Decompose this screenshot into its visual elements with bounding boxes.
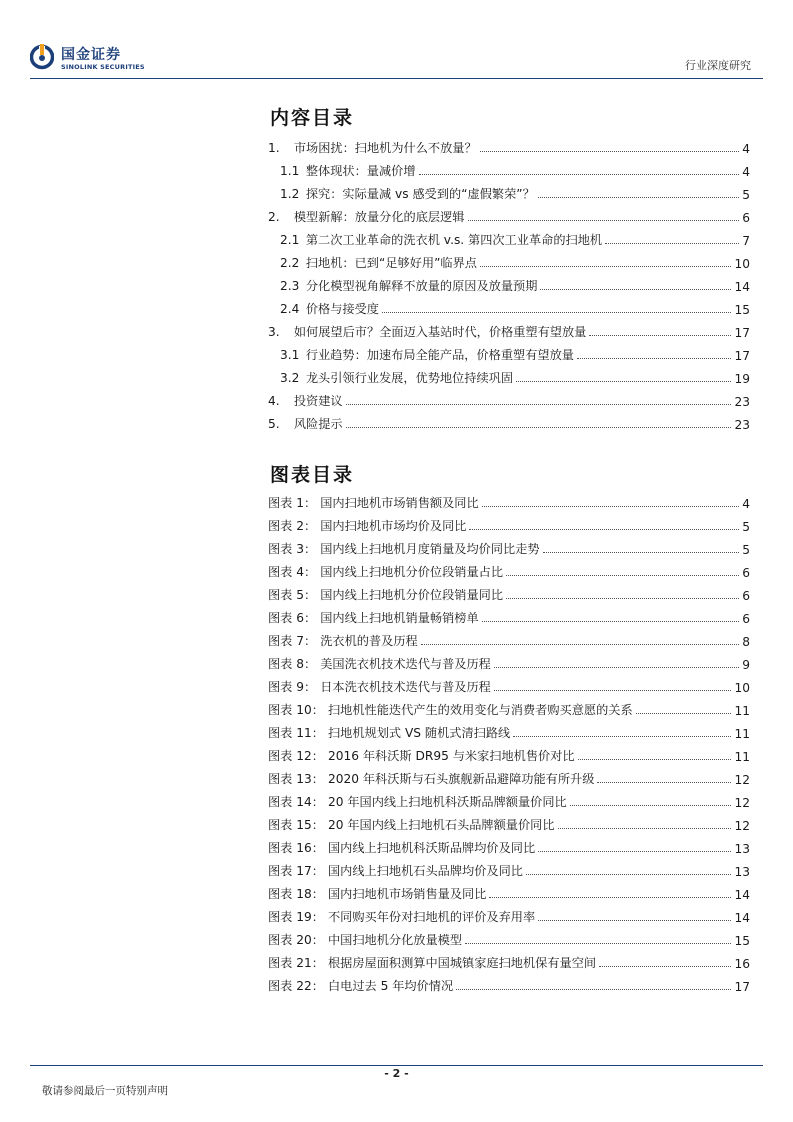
disclaimer-note: 敬请参阅最后一页特别声明 — [42, 1085, 168, 1097]
figure-entry-text: 美国洗衣机技术迭代与普及历程 — [320, 657, 491, 671]
toc-entry-text: 市场困扰：扫地机为什么不放量？ — [293, 141, 477, 155]
figure-entry-label: 图表 11： — [268, 726, 324, 740]
toc-entry-page: 19 — [734, 372, 750, 386]
figure-entry-text: 国内扫地机市场均价及同比 — [320, 519, 467, 533]
toc-entry-number: 2.3 — [280, 279, 300, 293]
figure-toc-entry[interactable] — [268, 695, 750, 718]
page-header — [0, 0, 793, 80]
toc-dot-leader — [382, 312, 731, 313]
figure-toc-entry[interactable] — [268, 488, 750, 511]
figure-entry-label: 图表 19： — [268, 910, 324, 924]
figure-entry-page: 17 — [734, 980, 750, 994]
toc-entry-page: 10 — [734, 257, 750, 271]
figure-entry-title — [268, 540, 540, 557]
toc-entry-title — [280, 369, 513, 386]
toc-dot-leader — [494, 690, 732, 691]
figure-entry-label: 图表 22： — [268, 979, 324, 993]
toc-dot-leader — [468, 220, 740, 221]
figure-entry-label: 图表 13： — [268, 772, 324, 786]
logo-company-name: 国金证券 — [61, 47, 121, 63]
figure-entry-label: 图表 8： — [268, 657, 317, 671]
figure-entry-label: 图表 21： — [268, 956, 324, 970]
toc-entry[interactable] — [268, 294, 750, 317]
figure-toc-entry[interactable] — [268, 741, 750, 764]
figure-toc-entry[interactable] — [268, 511, 750, 534]
figure-entry-label: 图表 20： — [268, 933, 324, 947]
figure-entry-text: 20 年国内线上扫地机石头品牌额量价同比 — [327, 818, 555, 832]
figure-entry-page: 11 — [734, 704, 750, 718]
toc-entry-number: 5. — [268, 417, 280, 431]
toc-entry-page: 14 — [734, 280, 750, 294]
toc-entry-number: 2.1 — [280, 233, 300, 247]
toc-entry-title — [280, 185, 535, 202]
toc-dot-leader — [570, 805, 732, 806]
toc-entry-text: 龙头引领行业发展，优势地位持续巩固 — [305, 371, 514, 385]
toc-dot-leader — [346, 427, 732, 428]
figure-entry-title — [268, 701, 633, 718]
toc-entry-text: 扫地机：已到“足够好用”临界点 — [305, 256, 477, 270]
toc-entry-title — [268, 139, 477, 156]
content-toc-title: 内容目录 — [270, 107, 355, 129]
figure-entry-title — [268, 839, 535, 856]
figure-entry-title — [268, 724, 510, 741]
toc-entry-page: 15 — [734, 303, 750, 317]
toc-entry-number: 1.1 — [280, 164, 300, 178]
figure-toc-entry[interactable] — [268, 534, 750, 557]
toc-entry[interactable] — [268, 317, 750, 340]
figure-entry-text: 20 年国内线上扫地机科沃斯品牌额量价同比 — [327, 795, 567, 809]
figure-entry-page: 12 — [734, 773, 750, 787]
toc-entry-number: 1. — [268, 141, 280, 155]
figure-entry-text: 中国扫地机分化放量模型 — [327, 933, 463, 947]
toc-entry-title — [280, 300, 379, 317]
toc-dot-leader — [513, 736, 731, 737]
figure-entry-title — [268, 862, 523, 879]
figure-entry-text: 国内线上扫地机分价位段销量占比 — [320, 565, 504, 579]
figure-entry-title — [268, 586, 503, 603]
toc-dot-leader — [540, 289, 731, 290]
figure-entry-page: 12 — [734, 819, 750, 833]
figure-entry-text: 扫地机规划式 VS 随机式清扫路线 — [327, 726, 511, 740]
toc-dot-leader — [482, 506, 740, 507]
toc-entry[interactable] — [268, 386, 750, 409]
figure-toc-entry[interactable] — [268, 971, 750, 994]
figure-entry-page: 9 — [742, 658, 750, 672]
toc-entry-text: 探究：实际量减 vs 感受到的“虚假繁荣”？ — [305, 187, 535, 201]
figure-entry-title — [268, 885, 486, 902]
toc-entry-title — [280, 231, 602, 248]
toc-dot-leader — [482, 621, 740, 622]
toc-entry[interactable] — [268, 248, 750, 271]
figure-entry-text: 国内线上扫地机月度销量及均价同比走势 — [320, 542, 540, 556]
toc-dot-leader — [605, 243, 739, 244]
figure-entry-title — [268, 678, 491, 695]
toc-dot-leader — [558, 828, 732, 829]
figure-toc-entry[interactable] — [268, 810, 750, 833]
toc-dot-leader — [421, 644, 740, 645]
toc-dot-leader — [494, 667, 739, 668]
toc-entry-text: 价格与接受度 — [305, 302, 379, 316]
toc-entry-text: 风险提示 — [293, 417, 343, 431]
toc-entry-title — [280, 162, 416, 179]
figure-entry-title — [268, 770, 594, 787]
toc-entry[interactable] — [268, 409, 750, 432]
figure-toc-entry[interactable] — [268, 833, 750, 856]
figure-toc — [268, 488, 750, 994]
figure-entry-label: 图表 3： — [268, 542, 317, 556]
toc-entry[interactable] — [268, 271, 750, 294]
figure-entry-label: 图表 16： — [268, 841, 324, 855]
toc-entry-page: 5 — [742, 188, 750, 202]
figure-entry-label: 图表 17： — [268, 864, 324, 878]
toc-dot-leader — [538, 920, 731, 921]
toc-entry-number: 2.2 — [280, 256, 300, 270]
figure-entry-text: 白电过去 5 年均价情况 — [327, 979, 454, 993]
toc-dot-leader — [346, 404, 732, 405]
toc-entry-page: 23 — [734, 395, 750, 409]
toc-entry-number: 3.1 — [280, 348, 300, 362]
toc-dot-leader — [419, 174, 740, 175]
toc-dot-leader — [489, 897, 731, 898]
figure-entry-text: 2020 年科沃斯与石头旗舰新品避障功能有所升级 — [327, 772, 595, 786]
toc-entry[interactable] — [268, 225, 750, 248]
figure-entry-page: 6 — [742, 589, 750, 603]
figure-entry-text: 2016 年科沃斯 DR95 与米家扫地机售价对比 — [327, 749, 575, 763]
figure-entry-title — [268, 563, 503, 580]
figure-entry-page: 15 — [734, 934, 750, 948]
toc-entry-title — [268, 392, 343, 409]
figure-toc-entry[interactable] — [268, 672, 750, 695]
figure-entry-title — [268, 747, 575, 764]
toc-entry-number: 2.4 — [280, 302, 300, 316]
toc-entry-text: 分化模型视角解释不放量的原因及放量预期 — [305, 279, 538, 293]
toc-entry-text: 模型新解：放量分化的底层逻辑 — [293, 210, 465, 224]
toc-dot-leader — [577, 358, 731, 359]
figure-toc-entry[interactable] — [268, 787, 750, 810]
figure-entry-text: 国内线上扫地机科沃斯品牌均价及同比 — [327, 841, 536, 855]
figure-entry-label: 图表 6： — [268, 611, 317, 625]
toc-dot-leader — [506, 575, 739, 576]
figure-entry-text: 日本洗衣机技术迭代与普及历程 — [320, 680, 491, 694]
figure-entry-page: 10 — [734, 681, 750, 695]
toc-dot-leader — [636, 713, 732, 714]
header-divider — [30, 78, 763, 79]
figure-entry-page: 6 — [742, 566, 750, 580]
figure-entry-label: 图表 12： — [268, 749, 324, 763]
toc-dot-leader — [578, 759, 732, 760]
figure-toc-entry[interactable] — [268, 948, 750, 971]
figure-entry-page: 14 — [734, 911, 750, 925]
figure-entry-title — [268, 517, 466, 534]
toc-entry-title — [268, 415, 343, 432]
figure-toc-entry[interactable] — [268, 925, 750, 948]
toc-entry-text: 整体现状：量减价增 — [305, 164, 416, 178]
toc-dot-leader — [516, 381, 731, 382]
figure-entry-title — [268, 954, 596, 971]
figure-toc-entry[interactable] — [268, 902, 750, 925]
toc-dot-leader — [599, 966, 731, 967]
toc-entry-page: 4 — [742, 165, 750, 179]
figure-entry-page: 5 — [742, 543, 750, 557]
figure-entry-label: 图表 1： — [268, 496, 317, 510]
figure-entry-label: 图表 2： — [268, 519, 317, 533]
figure-entry-title — [268, 793, 567, 810]
toc-entry-title — [280, 277, 537, 294]
figure-entry-page: 13 — [734, 865, 750, 879]
toc-entry-page: 23 — [734, 418, 750, 432]
toc-dot-leader — [597, 782, 731, 783]
toc-entry-page: 17 — [734, 349, 750, 363]
figure-entry-text: 国内线上扫地机销量畅销榜单 — [320, 611, 479, 625]
toc-entry-page: 4 — [742, 142, 750, 156]
toc-entry[interactable] — [268, 133, 750, 156]
sinolink-logo-icon — [30, 44, 54, 70]
figure-toc-entry[interactable] — [268, 580, 750, 603]
toc-entry-number: 1.2 — [280, 187, 300, 201]
figure-entry-page: 11 — [734, 750, 750, 764]
figure-entry-title — [268, 908, 535, 925]
figure-entry-text: 国内线上扫地机分价位段销量同比 — [320, 588, 504, 602]
figure-toc-entry[interactable] — [268, 879, 750, 902]
figure-entry-page: 16 — [734, 957, 750, 971]
logo-company-name-en: SINOLINK SECURITIES — [61, 63, 145, 71]
footer-divider — [30, 1065, 763, 1066]
figure-entry-page: 5 — [742, 520, 750, 534]
toc-entry[interactable] — [268, 340, 750, 363]
toc-entry[interactable] — [268, 202, 750, 225]
figure-entry-title — [268, 632, 418, 649]
figure-entry-label: 图表 7： — [268, 634, 317, 648]
figure-entry-text: 洗衣机的普及历程 — [320, 634, 418, 648]
figure-entry-page: 11 — [734, 727, 750, 741]
figure-toc-title: 图表目录 — [270, 464, 355, 486]
figure-entry-title — [268, 655, 491, 672]
toc-entry-text: 第二次工业革命的洗衣机 v.s. 第四次工业革命的扫地机 — [305, 233, 603, 247]
figure-entry-page: 6 — [742, 612, 750, 626]
toc-dot-leader — [506, 598, 739, 599]
toc-entry-number: 2. — [268, 210, 280, 224]
figure-entry-title — [268, 494, 479, 511]
toc-dot-leader — [526, 874, 732, 875]
figure-toc-entry[interactable] — [268, 718, 750, 741]
page-number: - 2 - — [384, 1067, 409, 1080]
figure-toc-entry[interactable] — [268, 557, 750, 580]
figure-entry-label: 图表 4： — [268, 565, 317, 579]
toc-dot-leader — [469, 529, 739, 530]
document-type: 行业深度研究 — [685, 59, 751, 72]
toc-entry-page: 6 — [742, 211, 750, 225]
figure-entry-text: 扫地机性能迭代产生的效用变化与消费者购买意愿的关系 — [327, 703, 633, 717]
toc-dot-leader — [538, 851, 731, 852]
toc-dot-leader — [465, 943, 731, 944]
toc-entry[interactable] — [268, 156, 750, 179]
figure-entry-text: 国内扫地机市场销售额及同比 — [320, 496, 479, 510]
toc-dot-leader — [456, 989, 731, 990]
toc-dot-leader — [480, 151, 740, 152]
toc-entry-page: 17 — [734, 326, 750, 340]
figure-entry-text: 国内线上扫地机石头品牌均价及同比 — [327, 864, 523, 878]
figure-toc-entry[interactable] — [268, 626, 750, 649]
toc-entry-number: 3. — [268, 325, 280, 339]
figure-entry-label: 图表 10： — [268, 703, 324, 717]
figure-entry-title — [268, 931, 462, 948]
toc-entry-number: 4. — [268, 394, 280, 408]
toc-entry-title — [280, 346, 574, 363]
figure-entry-label: 图表 14： — [268, 795, 324, 809]
content-toc — [268, 133, 750, 432]
figure-entry-label: 图表 5： — [268, 588, 317, 602]
figure-entry-page: 14 — [734, 888, 750, 902]
figure-entry-page: 8 — [742, 635, 750, 649]
toc-entry-number: 3.2 — [280, 371, 300, 385]
figure-entry-text: 根据房屋面积测算中国城镇家庭扫地机保有量空间 — [327, 956, 597, 970]
figure-entry-title — [268, 609, 479, 626]
figure-toc-entry[interactable] — [268, 603, 750, 626]
toc-entry[interactable] — [268, 363, 750, 386]
figure-entry-label: 图表 9： — [268, 680, 317, 694]
figure-toc-entry[interactable] — [268, 764, 750, 787]
figure-entry-text: 不同购买年份对扫地机的评价及弃用率 — [327, 910, 536, 924]
toc-entry-title — [268, 208, 465, 225]
toc-dot-leader — [538, 197, 739, 198]
toc-entry[interactable] — [268, 179, 750, 202]
figure-toc-entry[interactable] — [268, 856, 750, 879]
figure-entry-page: 13 — [734, 842, 750, 856]
toc-entry-text: 如何展望后市？全面迈入基站时代，价格重塑有望放量 — [293, 325, 587, 339]
figure-entry-page: 4 — [742, 497, 750, 511]
figure-entry-title — [268, 977, 453, 994]
figure-entry-label: 图表 15： — [268, 818, 324, 832]
toc-dot-leader — [480, 266, 732, 267]
figure-entry-title — [268, 816, 555, 833]
toc-entry-text: 投资建议 — [293, 394, 343, 408]
figure-entry-label: 图表 18： — [268, 887, 324, 901]
toc-entry-text: 行业趋势：加速布局全能产品，价格重塑有望放量 — [305, 348, 574, 362]
toc-dot-leader — [543, 552, 740, 553]
figure-entry-text: 国内扫地机市场销售量及同比 — [327, 887, 487, 901]
figure-entry-page: 12 — [734, 796, 750, 810]
toc-entry-title — [268, 323, 586, 340]
toc-entry-title — [280, 254, 477, 271]
toc-entry-page: 7 — [742, 234, 750, 248]
toc-dot-leader — [589, 335, 731, 336]
figure-toc-entry[interactable] — [268, 649, 750, 672]
